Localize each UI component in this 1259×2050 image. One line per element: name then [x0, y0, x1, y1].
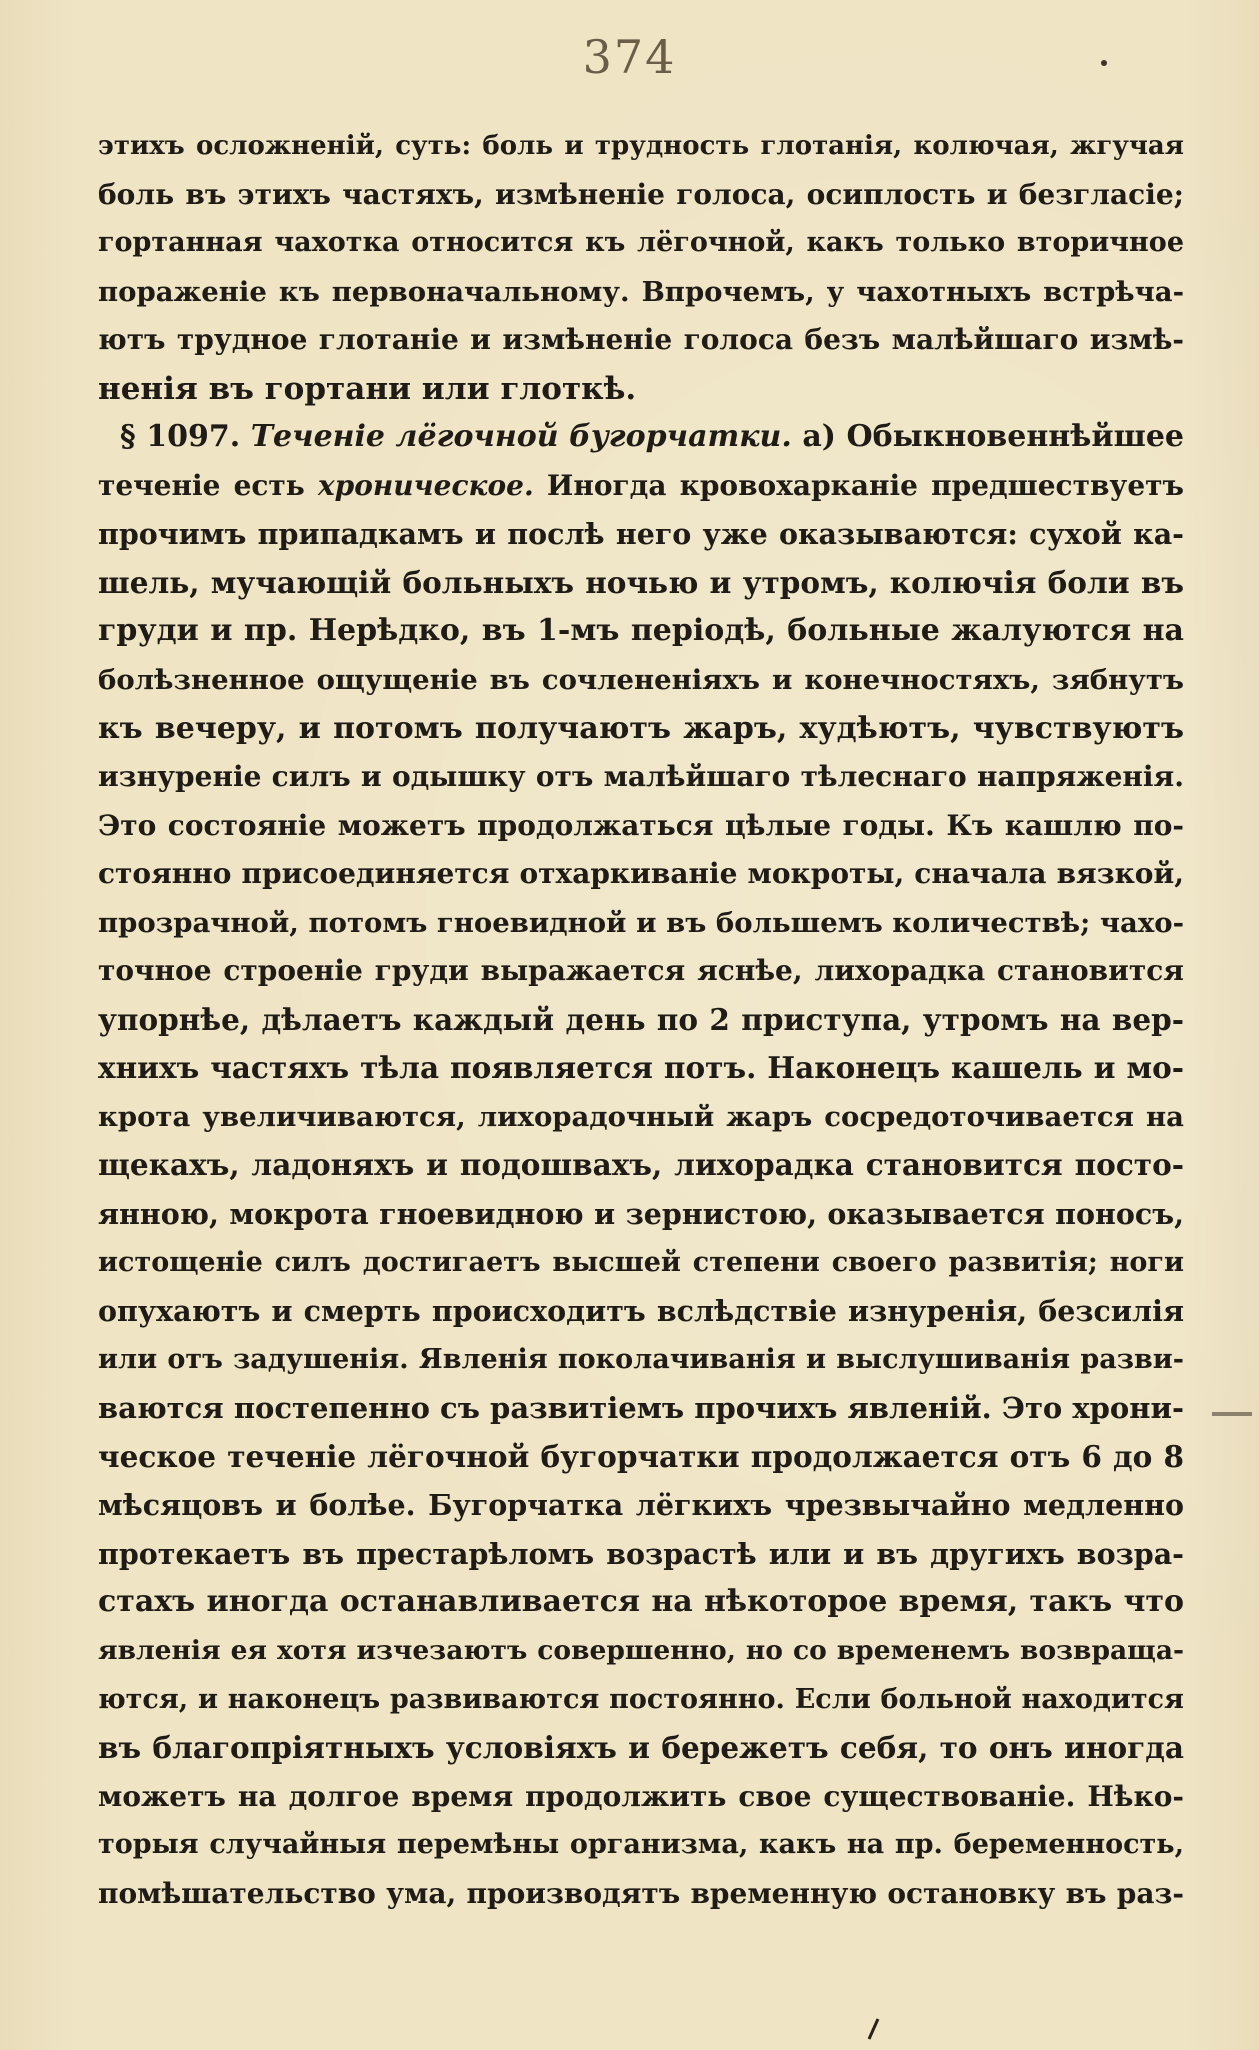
- text-line: [98, 705, 1184, 754]
- text-run: опухаютъ и смерть происходитъ вслѣдствіе изнуренія, безсилія: [98, 1294, 1184, 1329]
- text-line: [98, 365, 1184, 414]
- text-run: груди и пр. Нерѣдко, въ 1-мъ періодѣ, больные жалуются на: [98, 613, 1184, 649]
- text-run: изнуреніе силъ и одышку отъ малѣйшаго тѣлеснаго напряженія.: [98, 760, 1184, 794]
- text-run: явленія ея хотя изчезаютъ совершенно, но со временемъ возвраща-: [98, 1634, 1184, 1666]
- text-line: [98, 1578, 1184, 1627]
- text-line: [98, 899, 1184, 948]
- body-text: [98, 122, 1184, 1918]
- text-run: пораженіе къ первоначальному. Впрочемъ, у чахотныхъ встрѣча-: [98, 275, 1184, 308]
- text-run: а) Обыкновеннѣйшее: [791, 419, 1184, 455]
- text-line: [98, 1870, 1184, 1919]
- text-line: [98, 1627, 1184, 1676]
- italic-phrase: хроническое.: [317, 468, 534, 502]
- text-line: [98, 1676, 1184, 1725]
- text-line: [98, 996, 1184, 1045]
- text-line: [98, 462, 1184, 511]
- text-run: ютъ трудное глотаніе и измѣненіе голоса безъ малѣйшаго измѣ-: [98, 323, 1184, 357]
- text-run: упорнѣе, дѣлаетъ каждый день по 2 приступа, утромъ на вер-: [98, 1001, 1184, 1037]
- text-line: [98, 1481, 1184, 1530]
- text-run: ваются постепенно съ развитіемъ прочихъ явленій. Это хрони-: [98, 1391, 1184, 1426]
- text-run: гортанная чахотка относится къ лёгочной, какъ только вторичное: [98, 227, 1184, 259]
- text-run: § 1097.: [120, 419, 251, 455]
- text-line: [98, 1044, 1184, 1093]
- text-run: теченіе есть: [98, 468, 318, 502]
- text-line: [98, 122, 1184, 171]
- text-run: боль въ этихъ частяхъ, измѣненіе голоса, осиплость и безгласіе;: [98, 177, 1184, 211]
- text-line: [98, 1336, 1184, 1385]
- text-line: [98, 510, 1184, 559]
- text-run: точное строеніе груди выражается яснѣе, лихорадка становится: [98, 954, 1184, 988]
- text-run: этихъ осложненій, суть: боль и трудность глотанія, колючая, жгучая: [98, 131, 1184, 161]
- text-line: [98, 1433, 1184, 1482]
- text-run: крота увеличиваются, лихорадочный жаръ сосредоточивается на: [98, 1100, 1184, 1133]
- text-run: янною, мокрота гноевидною и зернистою, оказывается поносъ,: [98, 1197, 1184, 1232]
- text-run: или отъ задушенія. Явленія поколачиванія и выслушиванія разви-: [98, 1343, 1184, 1375]
- text-line: [98, 850, 1184, 899]
- text-line: [98, 316, 1184, 365]
- text-line: [98, 1287, 1184, 1336]
- text-run: мѣсяцовъ и болѣе. Бугорчатка лёгкихъ чрезвычайно медленно: [98, 1488, 1184, 1523]
- text-run: стоянно присоединяется отхаркиваніе мокроты, сначала вязкой,: [98, 857, 1184, 891]
- text-line: [98, 1821, 1184, 1870]
- page-number: 374: [582, 30, 677, 84]
- text-run: ческое теченіе лёгочной бугорчатки продолжается отъ 6 до 8: [98, 1438, 1184, 1474]
- text-line: [98, 1141, 1184, 1190]
- ink-mark: [868, 2018, 880, 2039]
- text-run: протекаетъ въ престарѣломъ возрастѣ или и въ другихъ возра-: [98, 1536, 1184, 1571]
- text-run: истощеніе силъ достигаетъ высшей степени своего развитія; ноги: [98, 1246, 1184, 1278]
- text-run: Это состояніе можетъ продолжаться цѣлые годы. Къ кашлю по-: [98, 808, 1184, 842]
- text-line: [98, 1093, 1184, 1142]
- print-speck: [1101, 60, 1107, 66]
- text-line: [98, 656, 1184, 705]
- text-line: [98, 1190, 1184, 1239]
- text-line: [98, 1239, 1184, 1288]
- text-line: [98, 1530, 1184, 1579]
- text-line: [98, 607, 1184, 656]
- text-run: торыя случайныя перемѣны организма, какъ на пр. беременность,: [98, 1829, 1184, 1861]
- text-line: [98, 1384, 1184, 1433]
- text-run: можетъ на долгое время продолжить свое существованіе. Нѣко-: [98, 1779, 1184, 1813]
- text-run: хнихъ частяхъ тѣла появляется потъ. Наконецъ кашель и мо-: [98, 1050, 1184, 1086]
- text-line: [98, 1724, 1184, 1773]
- text-run: болѣзненное ощущеніе въ сочлененіяхъ и конечностяхъ, зябнутъ: [98, 664, 1184, 697]
- italic-phrase: Теченіе лёгочной бугорчатки.: [250, 419, 792, 455]
- text-line: [98, 753, 1184, 802]
- text-line: [98, 171, 1184, 220]
- margin-mark: [1212, 1412, 1252, 1416]
- text-run: прочимъ припадкамъ и послѣ него уже оказываются: сухой ка-: [98, 517, 1184, 552]
- text-line: [98, 219, 1184, 268]
- text-run: помѣшательство ума, производятъ временную остановку въ раз-: [98, 1876, 1184, 1910]
- text-run: стахъ иногда останавливается на нѣкоторое время, такъ что: [98, 1584, 1184, 1620]
- text-line: [98, 947, 1184, 996]
- text-line: [98, 413, 1184, 462]
- text-run: прозрачной, потомъ гноевидной и въ большемъ количествѣ; чахо-: [98, 906, 1184, 939]
- text-run: щекахъ, ладоняхъ и подошвахъ, лихорадка становится посто-: [98, 1147, 1184, 1183]
- text-line: [98, 268, 1184, 317]
- text-line: [98, 802, 1184, 851]
- text-run: шель, мучающій больныхъ ночью и утромъ, колючія боли въ: [98, 564, 1184, 600]
- text-run: къ вечеру, и потомъ получаютъ жаръ, худѣютъ, чувствуютъ: [98, 710, 1184, 746]
- text-run: въ благопріятныхъ условіяхъ и бережетъ себя, то онъ иногда: [98, 1730, 1184, 1766]
- text-run: ются, и наконецъ развиваются постоянно. Если больной находится: [98, 1683, 1184, 1715]
- text-run: ненія въ гортани или глоткѣ.: [98, 370, 637, 407]
- text-run: Иногда кровохарканіе предшествуетъ: [533, 468, 1184, 502]
- text-line: [98, 1773, 1184, 1822]
- text-line: [98, 559, 1184, 608]
